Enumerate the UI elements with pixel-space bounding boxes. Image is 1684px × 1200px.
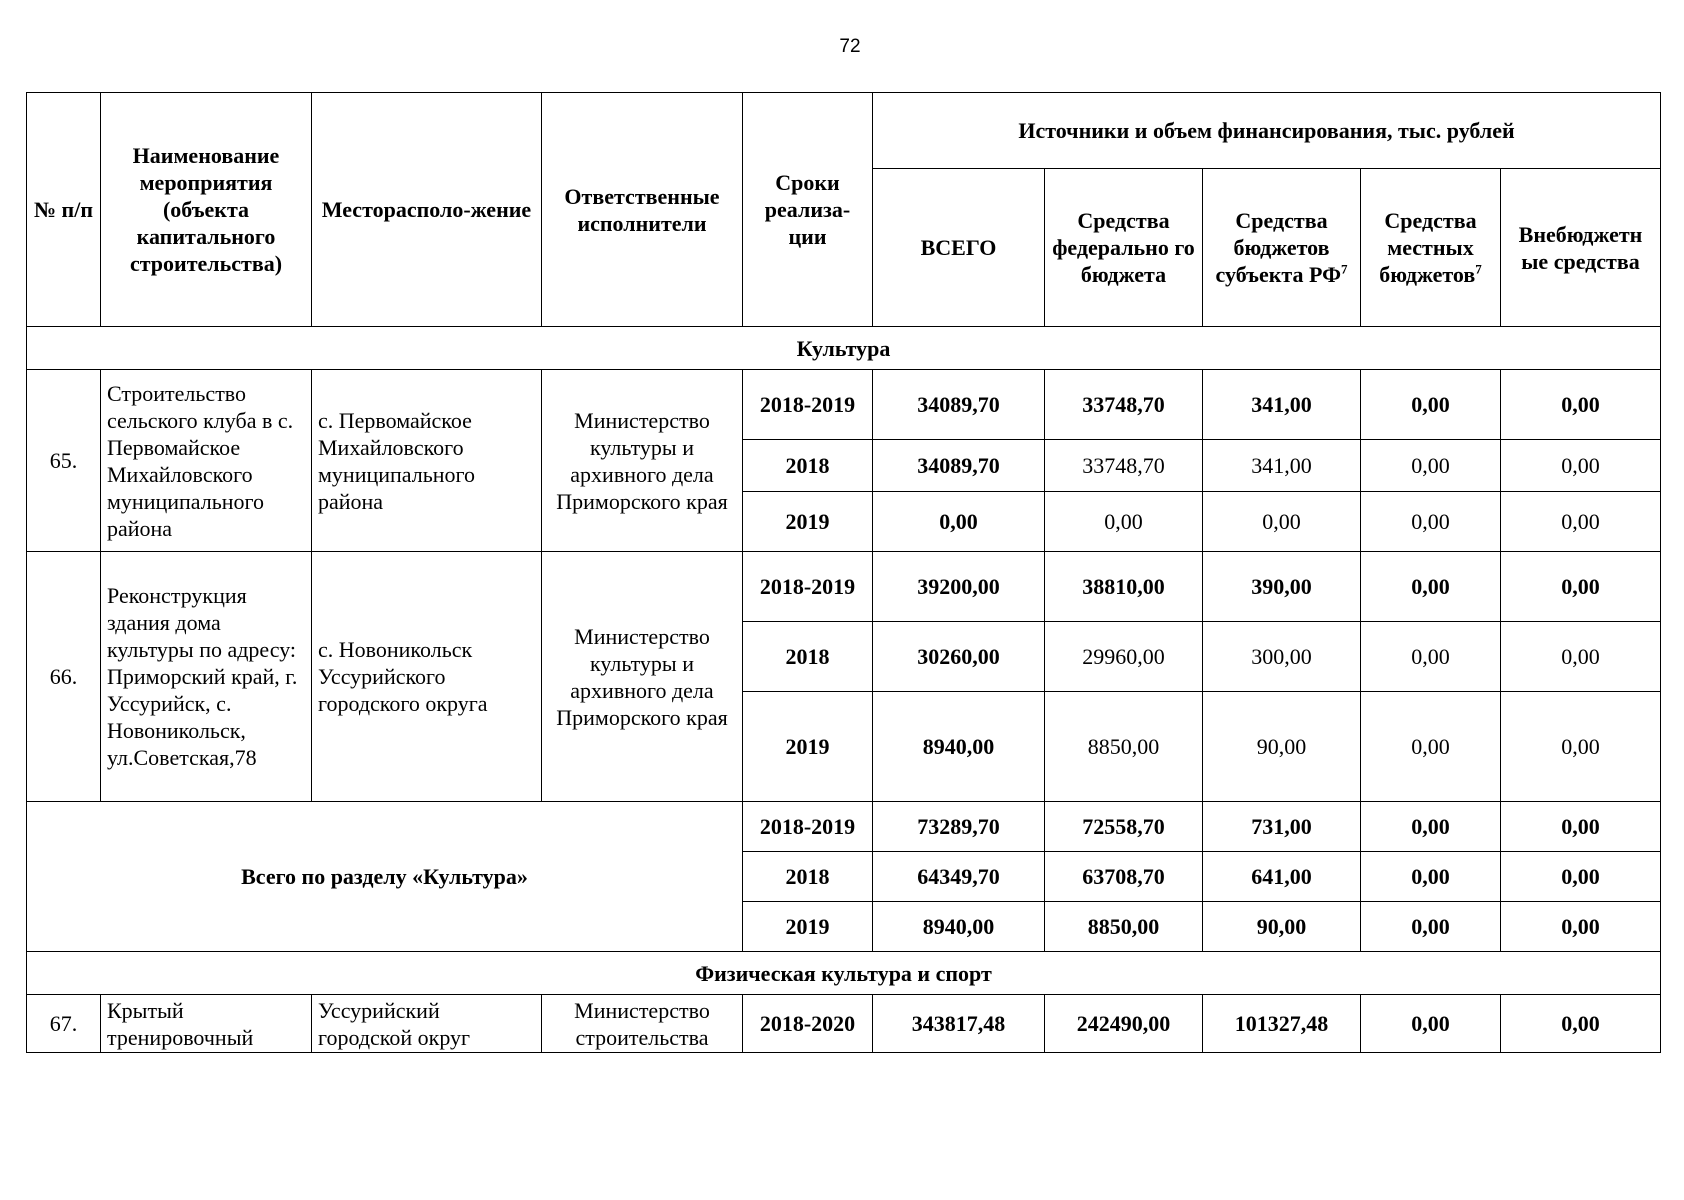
cell-extrabudget: 0,00 [1501,440,1661,492]
culture-total-label: Всего по разделу «Культура» [27,802,743,952]
table-row [27,370,1661,440]
cell-federal: 29960,00 [1045,622,1203,692]
cell-local: 0,00 [1361,552,1501,622]
cell-regional: 390,00 [1203,552,1361,622]
item-location: с. Первомайское Михайловского муниципального района [312,370,542,552]
cell-local: 0,00 [1361,852,1501,902]
cell-total: 34089,70 [873,370,1045,440]
header-total: ВСЕГО [873,169,1045,327]
cell-extrabudget: 0,00 [1501,370,1661,440]
cell-local: 0,00 [1361,902,1501,952]
table-row [27,552,1661,622]
item-number: 66. [27,552,101,802]
section-row-culture [27,327,1661,370]
cell-regional: 300,00 [1203,622,1361,692]
page-number: 72 [839,36,861,57]
header-local-text: Средства местных бюджетов [1379,208,1477,287]
cell-federal: 8850,00 [1045,692,1203,802]
header-row-top [27,93,1661,169]
cell-total: 30260,00 [873,622,1045,692]
cell-period: 2018 [743,622,873,692]
cell-regional: 0,00 [1203,492,1361,552]
section-row-sport [27,952,1661,995]
item-responsible: Министерство строительства [542,995,743,1053]
cell-regional: 101327,48 [1203,995,1361,1053]
cell-federal: 63708,70 [1045,852,1203,902]
cell-federal: 72558,70 [1045,802,1203,852]
item-name: Крытый тренировочный [101,995,312,1053]
cell-federal: 242490,00 [1045,995,1203,1053]
table-row [27,802,1661,852]
cell-total: 64349,70 [873,852,1045,902]
cell-extrabudget: 0,00 [1501,692,1661,802]
cell-extrabudget: 0,00 [1501,995,1661,1053]
item-name: Строительство сельского клуба в с. Первомайское Михайловского муниципального района [101,370,312,552]
cell-period: 2018-2019 [743,370,873,440]
cell-regional: 341,00 [1203,370,1361,440]
cell-total: 343817,48 [873,995,1045,1053]
cell-extrabudget: 0,00 [1501,622,1661,692]
cell-period: 2019 [743,692,873,802]
cell-extrabudget: 0,00 [1501,902,1661,952]
item-name: Реконструкция здания дома культуры по адресу: Приморский край, г. Уссурийск, с. Новоникольск, ул.Советская,78 [101,552,312,802]
cell-total: 34089,70 [873,440,1045,492]
header-local-note: 7 [1475,261,1482,277]
cell-period: 2019 [743,492,873,552]
cell-local: 0,00 [1361,622,1501,692]
cell-extrabudget: 0,00 [1501,552,1661,622]
cell-total: 8940,00 [873,902,1045,952]
cell-regional: 641,00 [1203,852,1361,902]
cell-period: 2019 [743,902,873,952]
item-number: 67. [27,995,101,1053]
cell-regional: 731,00 [1203,802,1361,852]
item-responsible: Министерство культуры и архивного дела Приморского края [542,552,743,802]
cell-local: 0,00 [1361,440,1501,492]
header-funding-group: Источники и объем финансирования, тыс. рублей [873,93,1661,169]
cell-regional: 90,00 [1203,692,1361,802]
cell-total: 0,00 [873,492,1045,552]
cell-total: 39200,00 [873,552,1045,622]
section-title-sport: Физическая культура и спорт [27,952,1661,995]
financing-table [26,92,1661,1053]
cell-period: 2018 [743,440,873,492]
header-location: Месторасполо-жение [312,93,542,327]
header-period: Сроки реализа-ции [743,93,873,327]
header-name: Наименование мероприятия (объекта капитального строительства) [101,93,312,327]
cell-local: 0,00 [1361,492,1501,552]
cell-period: 2018-2019 [743,802,873,852]
item-responsible: Министерство культуры и архивного дела Приморского края [542,370,743,552]
header-regional [1203,169,1361,327]
cell-total: 73289,70 [873,802,1045,852]
cell-local: 0,00 [1361,802,1501,852]
cell-federal: 0,00 [1045,492,1203,552]
cell-period: 2018-2020 [743,995,873,1053]
header-federal: Средства федерально го бюджета [1045,169,1203,327]
header-regional-note: 7 [1340,261,1348,277]
table-row [27,995,1661,1053]
cell-period: 2018-2019 [743,552,873,622]
cell-local: 0,00 [1361,370,1501,440]
item-number: 65. [27,370,101,552]
cell-local: 0,00 [1361,995,1501,1053]
cell-extrabudget: 0,00 [1501,802,1661,852]
section-title-culture: Культура [27,327,1661,370]
cell-total: 8940,00 [873,692,1045,802]
cell-regional: 341,00 [1203,440,1361,492]
cell-extrabudget: 0,00 [1501,492,1661,552]
header-regional-text: Средства бюджетов субъекта РФ [1215,208,1341,287]
header-responsible: Ответственные исполнители [542,93,743,327]
cell-local: 0,00 [1361,692,1501,802]
cell-federal: 8850,00 [1045,902,1203,952]
item-location: Уссурийский городской округ [312,995,542,1053]
cell-federal: 33748,70 [1045,440,1203,492]
header-num: № п/п [27,93,101,327]
cell-regional: 90,00 [1203,902,1361,952]
item-location: с. Новоникольск Уссурийского городского округа [312,552,542,802]
header-local [1361,169,1501,327]
cell-period: 2018 [743,852,873,902]
cell-federal: 33748,70 [1045,370,1203,440]
cell-extrabudget: 0,00 [1501,852,1661,902]
cell-federal: 38810,00 [1045,552,1203,622]
header-extrabudget: Внебюджетн ые средства [1501,169,1661,327]
